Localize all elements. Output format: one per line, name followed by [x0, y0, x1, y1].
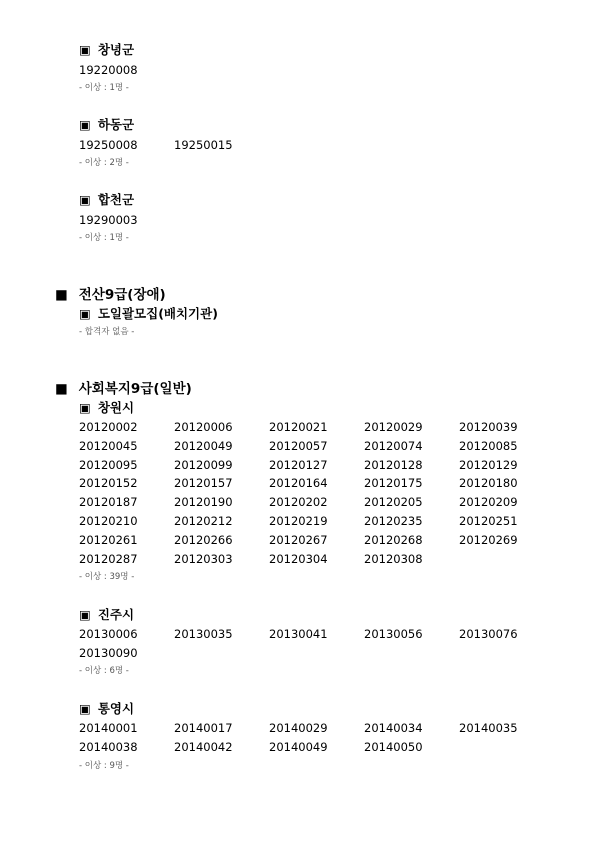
pass-number: 20140042 — [174, 739, 233, 754]
pass-number: 20120308 — [364, 551, 423, 566]
pass-number: 20120190 — [174, 495, 233, 510]
pass-number: 20120127 — [269, 457, 328, 472]
pass-number: 20120175 — [364, 476, 423, 491]
pass-number: 20120021 — [269, 420, 328, 434]
region-title: 통영시 — [97, 701, 135, 716]
region-title: 도일괄모집(배치기관) — [97, 306, 218, 321]
pass-number: 20120057 — [269, 438, 328, 453]
pass-number: 20130035 — [174, 627, 233, 641]
pass-number: 20120209 — [459, 495, 518, 510]
pass-number: 20120235 — [364, 513, 423, 528]
pass-number: 20120269 — [459, 532, 518, 547]
pass-number: 20120099 — [174, 457, 233, 472]
pass-number: 20120085 — [459, 438, 518, 453]
square-marker-icon: ▣ — [79, 701, 91, 716]
square-marker-icon: ▣ — [79, 306, 91, 321]
pass-number-list — [79, 625, 554, 663]
region-heading-changwon — [79, 400, 134, 416]
region-heading-jinju — [79, 607, 134, 623]
pass-number: 20120212 — [174, 513, 233, 528]
region-heading-changnyeong — [79, 42, 134, 58]
section-heading-social-welfare — [55, 380, 192, 398]
pass-number-list — [79, 418, 554, 568]
pass-number: 20140049 — [269, 739, 328, 754]
pass-number: 19250015 — [174, 138, 233, 152]
pass-number: 20120304 — [269, 551, 328, 566]
pass-number: 20120049 — [174, 438, 233, 453]
filled-square-icon: ■ — [55, 287, 68, 303]
pass-number: 20120129 — [459, 457, 518, 472]
pass-number: 20120251 — [459, 513, 518, 528]
section-title: 사회복지9급(일반) — [78, 381, 192, 397]
pass-number: 20120261 — [79, 532, 138, 547]
pass-number: 20120303 — [174, 551, 233, 566]
pass-number: 20120045 — [79, 438, 138, 453]
region-title: 하동군 — [97, 117, 135, 132]
pass-number: 20120266 — [174, 532, 233, 547]
pass-number: 20140035 — [459, 721, 518, 735]
square-marker-icon: ▣ — [79, 400, 91, 415]
pass-number: 20140017 — [174, 721, 233, 735]
pass-number: 20120002 — [79, 420, 138, 434]
pass-number: 20140038 — [79, 739, 138, 754]
pass-number: 20130041 — [269, 627, 328, 641]
pass-number: 20120095 — [79, 457, 138, 472]
region-title: 진주시 — [97, 607, 135, 622]
pass-number: 20130006 — [79, 627, 138, 641]
pass-number-list — [79, 136, 554, 155]
pass-number: 20120187 — [79, 495, 138, 510]
pass-number: 20120180 — [459, 476, 518, 491]
pass-number: 20120006 — [174, 420, 233, 434]
pass-number: 20120268 — [364, 532, 423, 547]
pass-number: 20120164 — [269, 476, 328, 491]
filled-square-icon: ■ — [55, 381, 68, 397]
pass-number: 20120219 — [269, 513, 328, 528]
count-note: - 이상 : 1명 - — [79, 233, 129, 243]
no-pass-note: - 합격자 없음 - — [79, 327, 135, 337]
region-title: 창녕군 — [97, 42, 135, 57]
region-title: 합천군 — [97, 192, 135, 207]
square-marker-icon: ▣ — [79, 42, 91, 57]
pass-number: 20140034 — [364, 721, 423, 735]
section-title: 전산9급(장애) — [78, 287, 166, 303]
pass-number: 20120029 — [364, 420, 423, 434]
pass-number: 20120205 — [364, 495, 423, 510]
pass-number-list — [79, 61, 554, 80]
count-note: - 이상 : 2명 - — [79, 158, 129, 168]
region-heading-tongyeong — [79, 701, 134, 717]
pass-number: 20120267 — [269, 532, 328, 547]
pass-number: 19220008 — [79, 63, 138, 77]
square-marker-icon: ▣ — [79, 117, 91, 132]
pass-number: 20140001 — [79, 721, 138, 735]
pass-number: 20120210 — [79, 513, 138, 528]
pass-number-list — [79, 719, 554, 757]
pass-number: 20120074 — [364, 438, 423, 453]
count-note: - 이상 : 6명 - — [79, 666, 129, 676]
pass-number: 20140029 — [269, 721, 328, 735]
pass-number: 19290003 — [79, 213, 138, 227]
pass-number: 20140050 — [364, 739, 423, 754]
count-note: - 이상 : 9명 - — [79, 761, 129, 771]
pass-number: 20120157 — [174, 476, 233, 491]
pass-number: 20120287 — [79, 551, 138, 566]
pass-number-list — [79, 211, 554, 230]
region-heading-hadong — [79, 117, 134, 133]
pass-number: 19250008 — [79, 138, 138, 152]
pass-number: 20120039 — [459, 420, 518, 434]
pass-number: 20120202 — [269, 495, 328, 510]
pass-number: 20130056 — [364, 627, 423, 641]
count-note: - 이상 : 39명 - — [79, 572, 135, 582]
region-title: 창원시 — [97, 400, 135, 415]
square-marker-icon: ▣ — [79, 607, 91, 622]
region-heading-hapcheon — [79, 192, 134, 208]
section-heading-computing-disabled — [55, 286, 166, 304]
pass-number: 20130090 — [79, 645, 138, 660]
square-marker-icon: ▣ — [79, 192, 91, 207]
pass-number: 20120152 — [79, 476, 138, 491]
pass-number: 20120128 — [364, 457, 423, 472]
pass-number: 20130076 — [459, 627, 518, 641]
region-heading-province-wide — [79, 306, 218, 322]
count-note: - 이상 : 1명 - — [79, 83, 129, 93]
